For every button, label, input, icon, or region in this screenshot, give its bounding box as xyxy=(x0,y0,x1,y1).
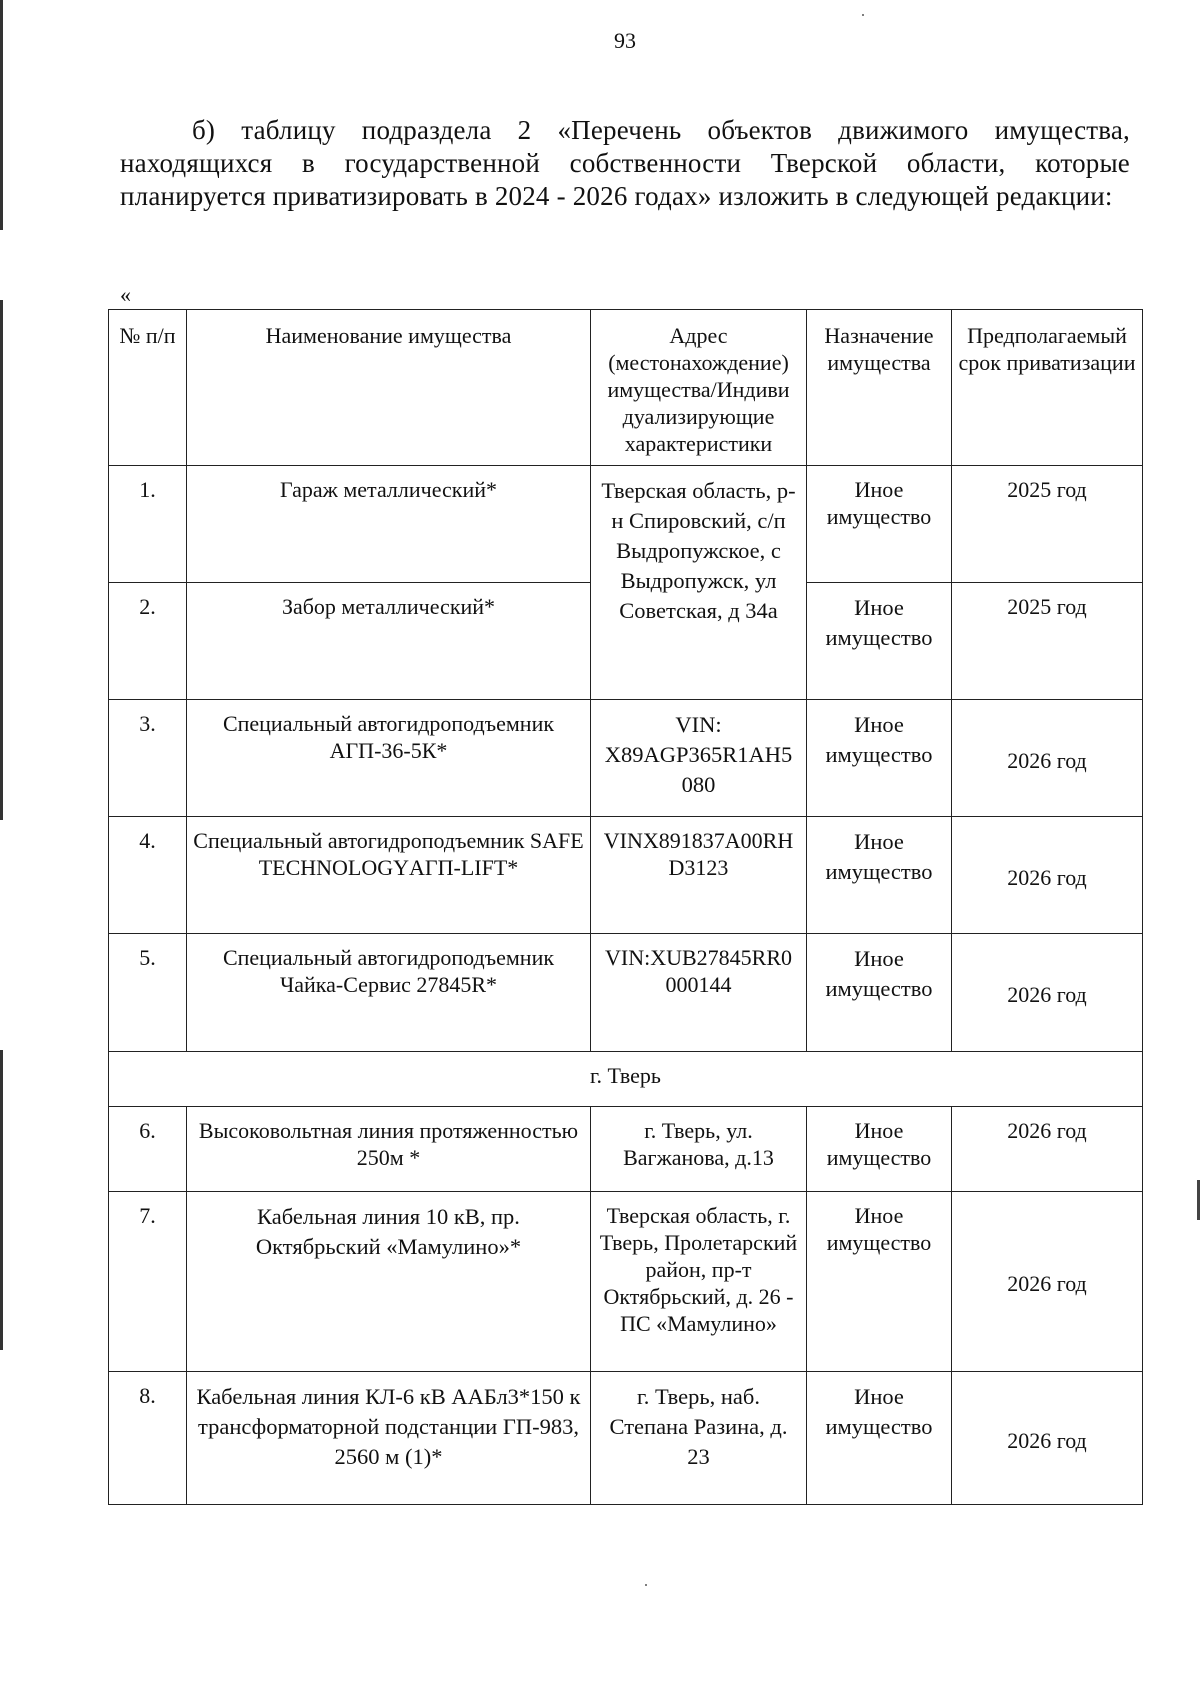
row-purpose: Иное имущество xyxy=(807,817,952,934)
row-address: VINX891837A00RH D3123 xyxy=(591,817,807,934)
section-title: г. Тверь xyxy=(109,1052,1143,1107)
scan-speck xyxy=(645,1584,647,1586)
row-term: 2025 год xyxy=(952,466,1143,583)
row-term: 2026 год xyxy=(952,1107,1143,1192)
row-term: 2025 год xyxy=(952,583,1143,700)
row-num: 4. xyxy=(109,817,187,934)
table-header-row xyxy=(109,310,1143,466)
row-num: 6. xyxy=(109,1107,187,1192)
row-name: Забор металлический* xyxy=(187,583,591,700)
property-table xyxy=(108,309,1143,1505)
scan-edge-left xyxy=(0,1050,3,1350)
table-row xyxy=(109,934,1143,1052)
row-purpose: Иное имущество xyxy=(807,1107,952,1192)
open-quote-mark: « xyxy=(120,282,131,307)
row-num: 2. xyxy=(109,583,187,700)
table-row xyxy=(109,1372,1143,1505)
row-purpose: Иное имущество xyxy=(807,1192,952,1372)
row-purpose: Иное имущество xyxy=(807,466,952,583)
row-num: 7. xyxy=(109,1192,187,1372)
row-term: 2026 год xyxy=(952,817,1143,934)
row-address: г. Тверь, ул. Вагжанова, д.13 xyxy=(591,1107,807,1192)
row-address: Тверская область, г. Тверь, Пролетарский район, пр-т Октябрьский, д. 26 - ПС «Мамулино» xyxy=(591,1192,807,1372)
row-name: Специальный автогидроподъемник АГП-36-5К* xyxy=(187,700,591,817)
row-num: 3. xyxy=(109,700,187,817)
table-row xyxy=(109,700,1143,817)
row-name: Кабельная линия 10 кВ, пр. Октябрьский «Мамулино»* xyxy=(187,1192,591,1372)
row-purpose: Иное имущество xyxy=(807,700,952,817)
row-name: Кабельная линия КЛ-6 кВ ААБл3*150 к трансформаторной подстанции ГП-983, 2560 м (1)* xyxy=(187,1372,591,1505)
row-purpose: Иное имущество xyxy=(807,934,952,1052)
row-address: г. Тверь, наб. Степана Разина, д. 23 xyxy=(591,1372,807,1505)
scan-speck xyxy=(862,14,864,16)
header-address: Адрес (местонахождение) имущества/Индиви дуализирующие характеристики xyxy=(591,310,807,466)
row-address: VIN:XUB27845RR0 000144 xyxy=(591,934,807,1052)
header-num: № п/п xyxy=(109,310,187,466)
header-term: Предполагаемый срок приватизации xyxy=(952,310,1143,466)
section-row xyxy=(109,1052,1143,1107)
row-term: 2026 год xyxy=(952,934,1143,1052)
row-purpose: Иное имущество xyxy=(807,583,952,700)
header-purpose: Назначение имущества xyxy=(807,310,952,466)
header-name: Наименование имущества xyxy=(187,310,591,466)
row-name: Специальный автогидроподъемник SAFE TECHNOLOGYАГП-LIFT* xyxy=(187,817,591,934)
row-term: 2026 год xyxy=(952,700,1143,817)
row-address: Тверская область, р-н Спировский, с/п Выдропужское, с Выдропужск, ул Советская, д 34а xyxy=(591,466,807,700)
row-num: 1. xyxy=(109,466,187,583)
row-term: 2026 год xyxy=(952,1192,1143,1372)
scan-edge-left xyxy=(0,300,3,820)
table-row xyxy=(109,1107,1143,1192)
intro-paragraph: б) таблицу подраздела 2 «Перечень объектов движимого имущества, находящихся в государственной собственности Тверской области, которые планируется приватизировать в 2024 - 2026 годах» изложить в следующей редакции: xyxy=(120,115,1130,211)
row-num: 5. xyxy=(109,934,187,1052)
row-purpose: Иное имущество xyxy=(807,1372,952,1505)
row-address: VIN: X89AGP365R1AH5 080 xyxy=(591,700,807,817)
table-row xyxy=(109,817,1143,934)
page-number: 93 xyxy=(614,28,636,53)
table-row xyxy=(109,1192,1143,1372)
row-term: 2026 год xyxy=(952,1372,1143,1505)
row-name: Гараж металлический* xyxy=(187,466,591,583)
row-name: Специальный автогидроподъемник Чайка-Сервис 27845R* xyxy=(187,934,591,1052)
table-row xyxy=(109,466,1143,583)
row-num: 8. xyxy=(109,1372,187,1505)
row-name: Высоковольтная линия протяженностью 250м * xyxy=(187,1107,591,1192)
